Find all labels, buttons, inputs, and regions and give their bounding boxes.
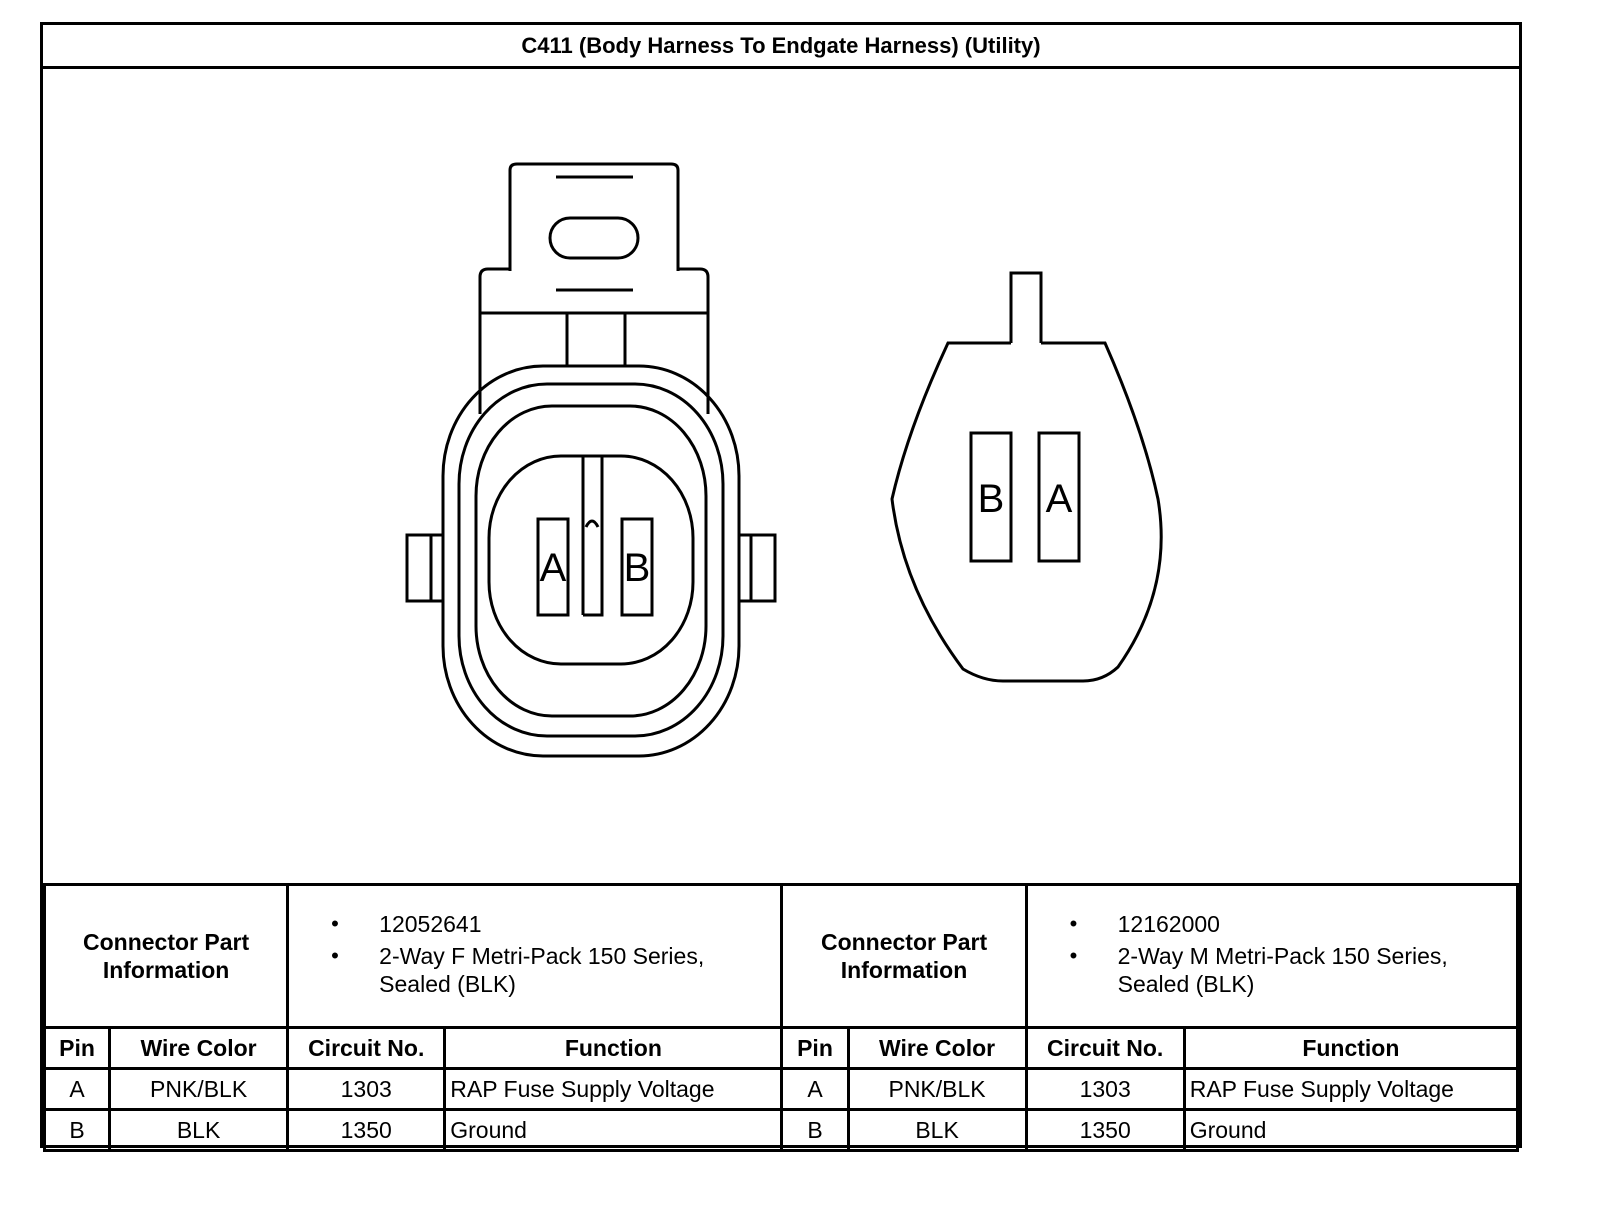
connector-drawings: [43, 69, 1519, 883]
pin-cell: A: [45, 1069, 110, 1110]
connector-part-label-right: Connector Part Information: [782, 885, 1026, 1028]
male-pin-label-a: A: [1045, 477, 1073, 521]
header-wire-color: Wire Color: [848, 1028, 1026, 1069]
connector-part-info-left: [288, 885, 782, 1028]
wire-color-cell: BLK: [110, 1110, 288, 1151]
header-function: Function: [445, 1028, 782, 1069]
header-wire-color: Wire Color: [110, 1028, 288, 1069]
part-description: • 2-Way F Metri-Pack 150 Series, Sealed (BLK): [333, 942, 780, 998]
female-pin-label-a: A: [539, 546, 567, 590]
circuit-cell: 1350: [288, 1110, 445, 1151]
header-circuit-no: Circuit No.: [288, 1028, 445, 1069]
circuit-cell: 1303: [1026, 1069, 1184, 1110]
connector-figure: [43, 69, 1519, 883]
connector-part-label-left: Connector Part Information: [45, 885, 288, 1028]
header-circuit-no: Circuit No.: [1026, 1028, 1184, 1069]
wire-color-cell: PNK/BLK: [848, 1069, 1026, 1110]
table-row: [45, 1069, 1518, 1110]
left-ear: [407, 535, 443, 601]
header-function: Function: [1184, 1028, 1517, 1069]
circuit-cell: 1303: [288, 1069, 445, 1110]
female-pin-label-b: B: [623, 546, 651, 590]
function-cell: Ground: [1184, 1110, 1517, 1151]
female-connector-face: [407, 164, 775, 756]
pin-cell: B: [45, 1110, 110, 1151]
wire-color-cell: PNK/BLK: [110, 1069, 288, 1110]
header-pin: Pin: [45, 1028, 110, 1069]
connector-part-info-right: [1026, 885, 1517, 1028]
function-cell: Ground: [445, 1110, 782, 1151]
page-title: C411 (Body Harness To Endgate Harness) (Utility): [43, 25, 1519, 69]
connector-sheet: [40, 22, 1522, 1148]
part-number: • 12162000: [1072, 910, 1516, 938]
pin-cell: B: [782, 1110, 848, 1151]
part-number: • 12052641: [333, 910, 780, 938]
right-ear: [739, 535, 775, 601]
pinout-table: [43, 883, 1519, 1152]
wire-color-cell: BLK: [848, 1110, 1026, 1151]
table-row: [45, 1110, 1518, 1151]
function-cell: RAP Fuse Supply Voltage: [445, 1069, 782, 1110]
male-pin-label-b: B: [977, 477, 1005, 521]
latch-slot: [550, 218, 638, 258]
part-description: • 2-Way M Metri-Pack 150 Series, Sealed (BLK): [1072, 942, 1516, 998]
table-header-row: [45, 1028, 1518, 1069]
pin-cell: A: [782, 1069, 848, 1110]
circuit-cell: 1350: [1026, 1110, 1184, 1151]
male-connector-face: [892, 273, 1161, 681]
function-cell: RAP Fuse Supply Voltage: [1184, 1069, 1517, 1110]
header-pin: Pin: [782, 1028, 848, 1069]
connector-info-row: [45, 885, 1518, 1028]
